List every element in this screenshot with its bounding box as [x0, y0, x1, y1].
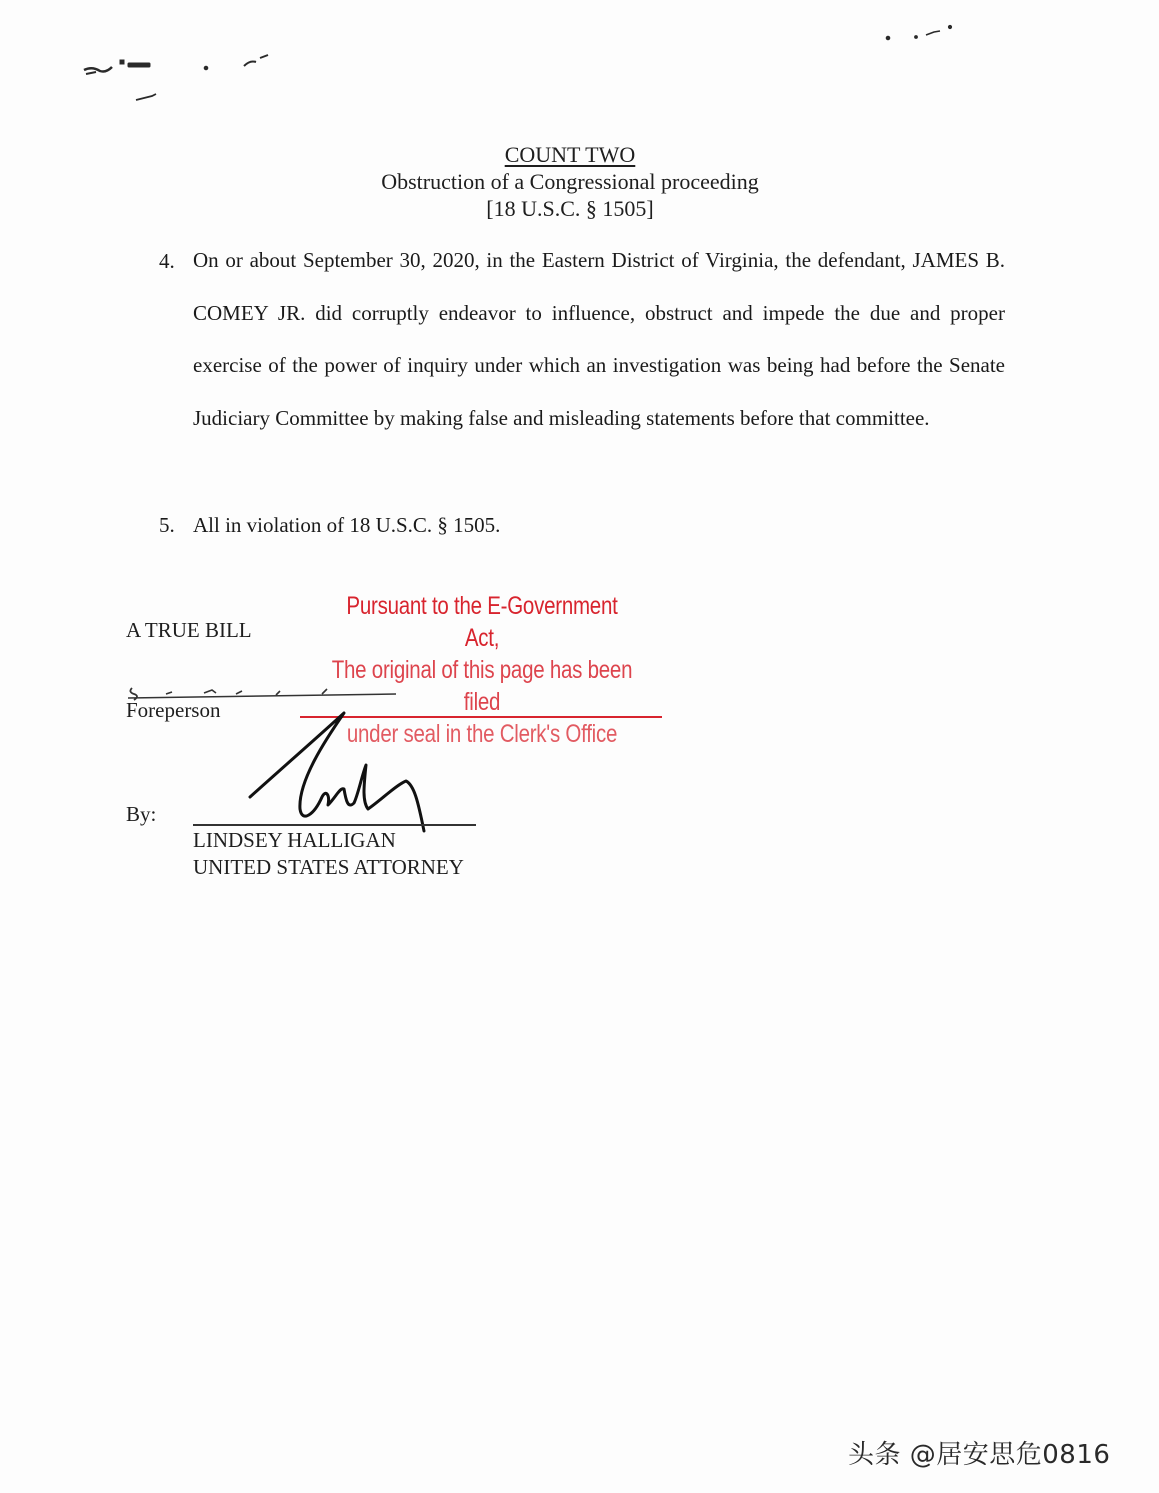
signer-block [193, 827, 464, 881]
count-heading [370, 141, 770, 222]
signature-line [193, 824, 476, 826]
count-title: COUNT TWO [504, 142, 636, 167]
paragraph-text: All in violation of 18 U.S.C. § 1505. [193, 513, 501, 537]
signer-title: UNITED STATES ATTORNEY [193, 855, 464, 879]
by-label: By: [126, 802, 157, 826]
true-bill-label: A TRUE BILL [126, 618, 252, 642]
paragraph-number: 5. [159, 513, 175, 537]
scan-specks [0, 0, 1159, 140]
foreperson-label: Foreperson [126, 698, 221, 722]
statute-citation: [18 U.S.C. § 1505] [486, 196, 654, 221]
watermark-text: 头条 @居安思危0816 [848, 1440, 1111, 1470]
stamp-line-3: under seal in the Clerk's Office [346, 720, 618, 748]
stamp-line-2: The original of this page has been filed [331, 656, 633, 716]
paragraph-text: On or about September 30, 2020, in the Eastern District of Virginia, the defendant, JAMES B. COMEY JR. did corruptly endeavor to influence, obstruct and impede the due and proper exercise of the power of inquiry under which an investigation was being had before the Senate Judiciary Committee by making false and misleading statements before that committee. [193, 248, 1005, 430]
attorney-signature [240, 705, 460, 835]
stamp-line-1: Pursuant to the E-Government Act, [346, 592, 618, 652]
offense-title: Obstruction of a Congressional proceeding [381, 169, 759, 194]
signer-name: LINDSEY HALLIGAN [193, 828, 396, 852]
paragraph-number: 4. [159, 249, 175, 273]
